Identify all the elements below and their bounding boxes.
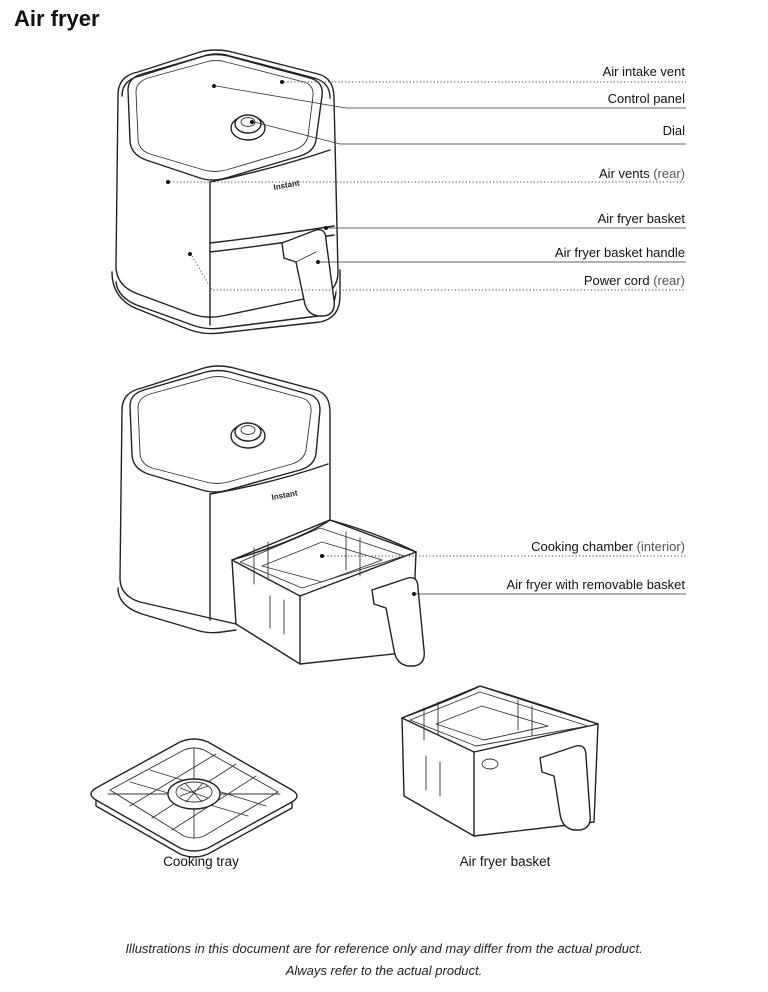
label-air-vents-note: (rear)	[653, 166, 685, 181]
caption-cooking-tray: Cooking tray	[163, 854, 239, 869]
labels-figure-2	[507, 539, 686, 592]
label-cooking-chamber-text: Cooking chamber	[531, 539, 633, 554]
label-air-vents	[599, 166, 685, 181]
disclaimer	[0, 938, 768, 982]
label-air-fryer-basket: Air fryer basket	[597, 211, 685, 226]
label-cooking-chamber-note: (interior)	[636, 539, 685, 554]
label-power-cord-text: Power cord	[583, 273, 650, 288]
label-dial: Dial	[662, 123, 685, 138]
label-power-cord	[584, 273, 685, 288]
label-power-cord-note: (rear)	[653, 273, 685, 288]
page-title: Air fryer	[14, 6, 100, 31]
air-fryer-basket-illustration	[402, 686, 598, 836]
disclaimer-line-2: Always refer to the actual product.	[285, 963, 483, 978]
brand-logo: Instant	[272, 178, 301, 192]
label-cooking-chamber	[531, 539, 685, 554]
brand-logo-2: Instant	[270, 488, 299, 502]
caption-air-fryer-basket: Air fryer basket	[459, 854, 551, 869]
label-air-fryer-basket-handle: Air fryer basket handle	[554, 245, 685, 260]
cooking-tray-illustration	[91, 739, 297, 857]
label-air-vents-text: Air vents	[599, 166, 650, 181]
label-air-fryer-with-removable-basket: Air fryer with removable basket	[506, 577, 685, 592]
label-control-panel: Control panel	[607, 91, 685, 106]
labels-figure-1	[555, 64, 685, 288]
label-air-intake-vent: Air intake vent	[602, 64, 685, 79]
air-fryer-open-illustration	[118, 366, 424, 666]
disclaimer-line-1: Illustrations in this document are for reference only and may differ from the actual product.	[125, 941, 643, 956]
air-fryer-assembled-illustration	[112, 50, 340, 334]
